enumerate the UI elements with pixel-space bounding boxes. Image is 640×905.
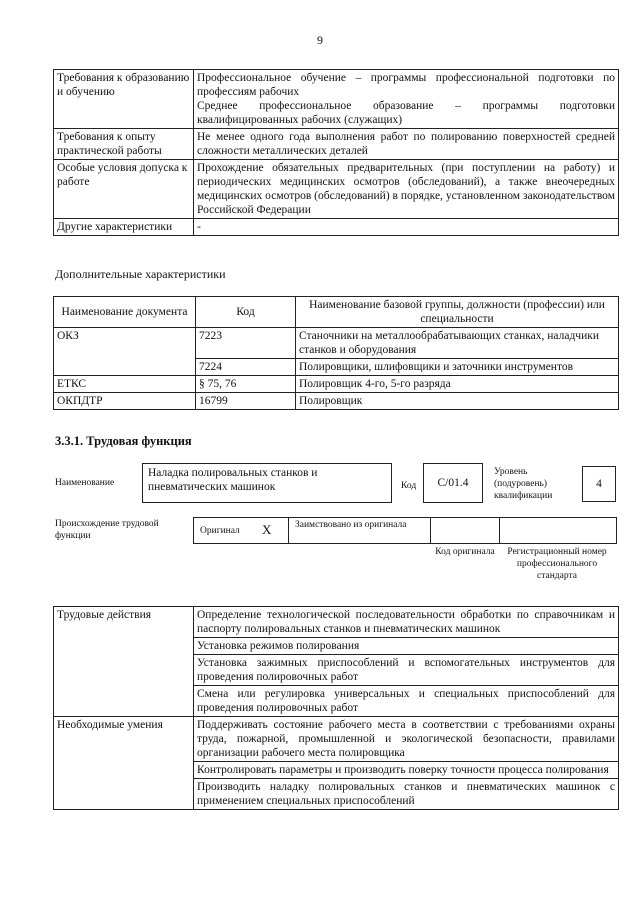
requirement-value (194, 70, 619, 129)
table-row (54, 393, 619, 410)
additional-header-row (54, 297, 619, 328)
cell-name: Полировщик (296, 393, 619, 410)
function-name-label: Наименование (55, 478, 115, 488)
origin-divider (430, 518, 431, 543)
table-row (54, 376, 619, 393)
additional-table (53, 296, 619, 410)
requirements-row-conditions (54, 160, 619, 219)
cell-name: Полировщики, шлифовщики и заточники инструментов (296, 359, 619, 376)
requirements-table (53, 69, 619, 236)
activity-label: Трудовые действия (54, 607, 194, 717)
requirements-row-other (54, 219, 619, 236)
cell-doc: ЕТКС (54, 376, 196, 393)
borrowed-label: Заимствовано из оригинала (295, 520, 407, 530)
activities-table (53, 606, 619, 810)
cell-name: Станочники на металлообрабатывающих станках, наладчики станков и оборудования (296, 328, 619, 359)
requirement-label: Требования к опыту практической работы (54, 129, 194, 160)
cell-code: § 75, 76 (196, 376, 296, 393)
origin-code-caption: Код оригинала (435, 547, 495, 557)
activity-item: Контролировать параметры и производить поверку точности процесса полирования (194, 762, 619, 779)
function-level: 4 (596, 478, 602, 490)
function-level-box (582, 466, 616, 502)
activity-item: Смена или регулировка универсальных и специальных приспособлений для проведения полировочных работ (194, 686, 619, 717)
table-row (54, 607, 619, 638)
reg-number-caption: Регистрационный номер профессионального стандарта (507, 547, 607, 581)
activity-item: Поддерживать состояние рабочего места в соответствии с требованиями охраны труда, пожарной, промышленной и экологической безопасности, правилами организации рабочего места полировщика (194, 717, 619, 762)
cell-name: Полировщик 4-го, 5-го разряда (296, 376, 619, 393)
original-mark: X (262, 522, 272, 537)
header-name: Наименование базовой группы, должности (профессии) или специальности (296, 297, 619, 328)
header-document: Наименование документа (54, 297, 196, 328)
requirement-label: Особые условия допуска к работе (54, 160, 194, 219)
cell-doc: ОКЗ (54, 328, 196, 376)
requirement-value: Не менее одного года выполнения работ по полированию поверхностей средней сложности металлических деталей (194, 129, 619, 160)
requirements-row-education (54, 70, 619, 129)
requirement-value: - (194, 219, 619, 236)
origin-divider (499, 518, 500, 543)
function-heading: 3.3.1. Трудовая функция (55, 434, 192, 448)
table-row (54, 328, 619, 359)
function-level-label: Уровень (подуровень) квалификации (494, 467, 553, 501)
page-number: 9 (317, 33, 323, 47)
header-code: Код (196, 297, 296, 328)
cell-code: 7224 (196, 359, 296, 376)
origin-box (193, 517, 617, 544)
table-row (54, 717, 619, 762)
cell-doc: ОКПДТР (54, 393, 196, 410)
requirement-label: Другие характеристики (54, 219, 194, 236)
function-code-box (423, 463, 483, 503)
requirement-value: Прохождение обязательных предварительных (при поступлении на работу) и периодических медицинских осмотров (обследований), а также внеочередных медицинских осмотров (обследований) в порядке, установленном законодательством Российской Федерации (194, 160, 619, 219)
function-code: C/01.4 (437, 477, 469, 489)
requirement-line: Профессиональное обучение – программы профессиональной подготовки по профессиям рабочих (197, 72, 615, 98)
function-name-box (142, 463, 392, 503)
activity-item: Установка режимов полирования (194, 638, 619, 655)
cell-code: 7223 (196, 328, 296, 359)
origin-divider (288, 518, 289, 543)
activity-label: Необходимые умения (54, 717, 194, 810)
activity-item: Установка зажимных приспособлений и вспомогательных инструментов для проведения полировочных работ (194, 655, 619, 686)
origin-label: Происхождение трудовой функции (55, 519, 159, 541)
original-label: Оригинал (200, 526, 240, 536)
requirement-line: Среднее профессиональное образование – программы подготовки квалифицированных рабочих (служащих) (197, 100, 615, 126)
additional-title: Дополнительные характеристики (55, 267, 226, 281)
requirement-label: Требования к образованию и обучению (54, 70, 194, 129)
function-name: Наладка полировальных станков и пневматических машинок (148, 467, 318, 493)
cell-code: 16799 (196, 393, 296, 410)
requirements-row-experience (54, 129, 619, 160)
activity-item: Определение технологической последовательности обработки по справочникам и паспорту полировальных станков и пневматических машинок (194, 607, 619, 638)
activity-item: Производить наладку полировальных станков и пневматических машинок с применением специальных приспособлений (194, 779, 619, 810)
function-code-label: Код (401, 481, 417, 491)
